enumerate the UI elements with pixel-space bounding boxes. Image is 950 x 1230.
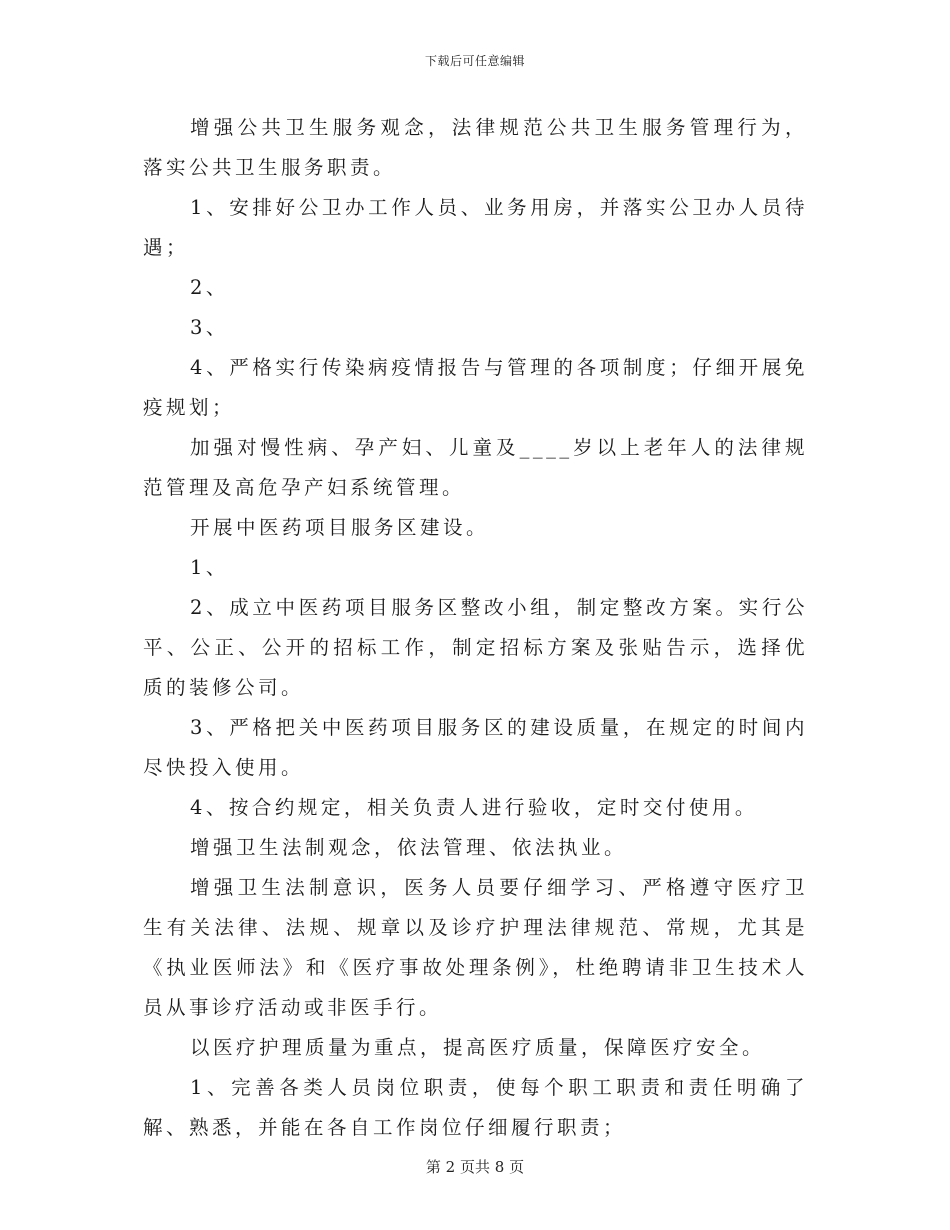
page-header: 下载后可任意编辑 <box>424 54 525 68</box>
paragraph: 3、 <box>190 316 229 339</box>
paragraph: 1、 <box>190 556 229 579</box>
paragraph: 加强对慢性病、孕产妇、儿童及____岁以上老年人的法律规范管理及高危孕产妇系统管理。 <box>143 436 808 499</box>
paragraph: 4、严格实行传染病疫情报告与管理的各项制度；仔细开展免疫规划； <box>143 356 808 419</box>
paragraph: 3、严格把关中医药项目服务区的建设质量，在规定的时间内尽快投入使用。 <box>143 716 808 779</box>
page-footer: 第 2 页共 8 页 <box>425 1158 525 1176</box>
paragraph: 增强卫生法制观念，依法管理、依法执业。 <box>190 836 628 859</box>
paragraph: 1、完善各类人员岗位职责，使每个职工职责和责任明确了解、熟悉，并能在各自工作岗位仔细履行职责； <box>143 1076 808 1139</box>
paragraph: 增强卫生法制意识，医务人员要仔细学习、严格遵守医疗卫生有关法律、法规、规章以及诊疗护理法律规范、常规，尤其是《执业医师法》和《医疗事故处理条例》，杜绝聘请非卫生技术人员从事诊疗活动或非医手行。 <box>143 876 808 1019</box>
paragraph: 2、 <box>190 276 229 299</box>
document-body <box>143 108 808 1148</box>
paragraph: 4、按合约规定，相关负责人进行验收，定时交付使用。 <box>190 796 758 819</box>
paragraph: 2、成立中医药项目服务区整改小组，制定整改方案。实行公平、公正、公开的招标工作，制定招标方案及张贴告示，选择优质的装修公司。 <box>143 596 808 699</box>
paragraph: 1、安排好公卫办工作人员、业务用房，并落实公卫办人员待遇； <box>143 196 808 259</box>
paragraph: 增强公共卫生服务观念，法律规范公共卫生服务管理行为，落实公共卫生服务职责。 <box>143 116 808 179</box>
paragraph: 开展中医药项目服务区建设。 <box>190 516 490 539</box>
paragraph: 以医疗护理质量为重点，提高医疗质量，保障医疗安全。 <box>190 1036 766 1059</box>
